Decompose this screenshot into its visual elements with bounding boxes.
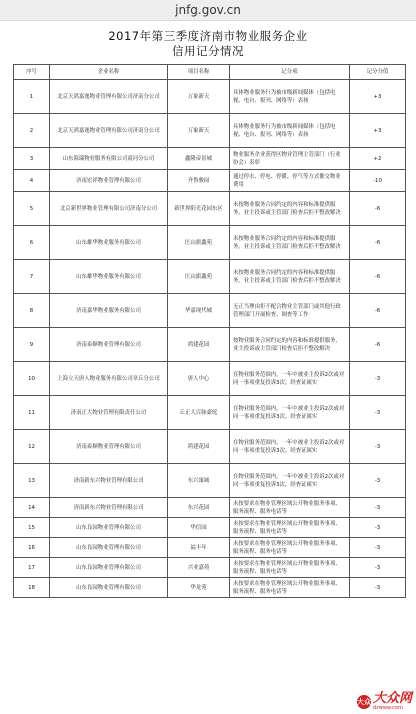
table-row bbox=[14, 362, 406, 396]
cell-score: -3 bbox=[350, 518, 406, 538]
document-title bbox=[0, 29, 416, 59]
cell-score: -6 bbox=[350, 192, 406, 226]
table-row bbox=[14, 294, 406, 328]
cell-project: 丘正大百脉豪庭 bbox=[168, 396, 230, 430]
table-row bbox=[14, 114, 406, 148]
table-row bbox=[14, 464, 406, 498]
cell-item: 未按要求在物业管理区域公开物业服务事项、服务流程、服务电话等 bbox=[230, 538, 350, 558]
cell-company: 北京新世界物业管理有限公司济南分公司 bbox=[50, 192, 168, 226]
header-score: 记分分值 bbox=[350, 65, 406, 80]
cell-no: 12 bbox=[14, 430, 50, 464]
table-row bbox=[14, 558, 406, 578]
table-row bbox=[14, 396, 406, 430]
cell-score: -3 bbox=[350, 362, 406, 396]
title-line-1: 2017年第三季度济南市物业服务企业 bbox=[108, 29, 308, 43]
cell-score: -6 bbox=[350, 260, 406, 294]
table-row bbox=[14, 538, 406, 558]
cell-company: 山东良园物业管理有限公司 bbox=[50, 558, 168, 578]
cell-score: +3 bbox=[350, 80, 406, 114]
dazhong-watermark bbox=[357, 692, 412, 711]
cell-item: 在物业服务范围内，一年中被业主投诉2次或对同一事项重复投诉3次，经查证属实 bbox=[230, 430, 350, 464]
cell-project: 华嘉现代城 bbox=[168, 294, 230, 328]
header-item: 记分项 bbox=[230, 65, 350, 80]
cell-score: -3 bbox=[350, 430, 406, 464]
table-row bbox=[14, 192, 406, 226]
cell-score: -6 bbox=[350, 226, 406, 260]
cell-item: 未按要求在物业管理区域公开物业服务事项、服务流程、服务电话等 bbox=[230, 578, 350, 598]
cell-no: 9 bbox=[14, 328, 50, 362]
cell-project: 齐鲁骏园 bbox=[168, 170, 230, 192]
cell-project: 新世界阳光花园东区 bbox=[168, 192, 230, 226]
cell-project: 东兴花园 bbox=[168, 498, 230, 518]
cell-project: 福丰年 bbox=[168, 538, 230, 558]
cell-no: 18 bbox=[14, 578, 50, 598]
cell-item: 在物业服务范围内，一年中被业主投诉2次或对同一事项重复投诉3次，经查证属实 bbox=[230, 362, 350, 396]
cell-company: 济南新东兴物业管理有限公司 bbox=[50, 498, 168, 518]
header-project: 项目名称 bbox=[168, 65, 230, 80]
header-company: 企业名称 bbox=[50, 65, 168, 80]
cell-item: 具体物业服务行为被市级新闻媒体（包括电视、电台、报刊、网络等）表扬 bbox=[230, 80, 350, 114]
cell-no: 13 bbox=[14, 464, 50, 498]
header-no: 序号 bbox=[14, 65, 50, 80]
cell-company: 山东雄华物业服务有限公司 bbox=[50, 226, 168, 260]
table-row bbox=[14, 148, 406, 170]
watermark-sub: dzwww.com bbox=[372, 705, 403, 711]
cell-item: 未按要求在物业管理区域公开物业服务事项、服务流程、服务电话等 bbox=[230, 518, 350, 538]
cell-item: 在物业服务范围内，一年中被业主投诉2次或对同一事项重复投诉3次，经查证属实 bbox=[230, 396, 350, 430]
table-row bbox=[14, 80, 406, 114]
cell-project: 鑫隆帝景城 bbox=[168, 148, 230, 170]
cell-company: 山东良园物业管理有限公司 bbox=[50, 518, 168, 538]
cell-score: -3 bbox=[350, 498, 406, 518]
cell-no: 6 bbox=[14, 226, 50, 260]
cell-score: +3 bbox=[350, 114, 406, 148]
cell-company: 济南泰顺物业管理有限公司 bbox=[50, 430, 168, 464]
cell-company: 济南泰顺物业管理有限公司 bbox=[50, 328, 168, 362]
cell-item: 按物业服务合同约定的内容和标准提供服务，业主投诉或主管部门检查后拒不整改解决 bbox=[230, 328, 350, 362]
table-row bbox=[14, 226, 406, 260]
cell-project: 万象新天 bbox=[168, 80, 230, 114]
cell-project: 万象新天 bbox=[168, 114, 230, 148]
cell-item: 通过停水、停电、停暖、停气等方式催交物业费用 bbox=[230, 170, 350, 192]
table-row bbox=[14, 430, 406, 464]
table-row bbox=[14, 498, 406, 518]
cell-project: 匡山旗鑫苑 bbox=[168, 226, 230, 260]
cell-project: 东兴寓城 bbox=[168, 464, 230, 498]
cell-score: -10 bbox=[350, 170, 406, 192]
cell-project: 鸿建花园 bbox=[168, 430, 230, 464]
cell-item: 未按物业服务合同约定的内容和标准提供服务，业主投诉或主管部门检查后拒不整改解决 bbox=[230, 226, 350, 260]
cell-company: 济南正大物业管理有限责任公司 bbox=[50, 396, 168, 430]
cell-project: 华信园 bbox=[168, 518, 230, 538]
cell-no: 14 bbox=[14, 498, 50, 518]
cell-company: 北京天鸿嘉逸物业管理有限公司济南分公司 bbox=[50, 80, 168, 114]
cell-no: 2 bbox=[14, 114, 50, 148]
cell-item: 未按要求在物业管理区域公开物业服务事项、服务流程、服务电话等 bbox=[230, 498, 350, 518]
cell-item: 未按物业服务合同约定的内容和标准提供服务，业主投诉或主管部门检查后拒不整改解决 bbox=[230, 260, 350, 294]
cell-company: 济南嘉华物业服务有限公司 bbox=[50, 294, 168, 328]
table-row bbox=[14, 518, 406, 538]
cell-project: 鸿建花园 bbox=[168, 328, 230, 362]
cell-score: -3 bbox=[350, 538, 406, 558]
table-row bbox=[14, 328, 406, 362]
cell-company: 山东良园物业管理有限公司 bbox=[50, 578, 168, 598]
table-row bbox=[14, 170, 406, 192]
url-bar[interactable]: jnfg.gov.cn bbox=[0, 0, 416, 21]
cell-project: 兴业嘉苑 bbox=[168, 558, 230, 578]
cell-no: 7 bbox=[14, 260, 50, 294]
cell-no: 3 bbox=[14, 148, 50, 170]
cell-item: 具体物业服务行为被市级新闻媒体（包括电视、电台、报刊、网络等）表扬 bbox=[230, 114, 350, 148]
cell-company: 山东雄华物业服务有限公司 bbox=[50, 260, 168, 294]
cell-company: 北京天鸿嘉逸物业管理有限公司济南分公司 bbox=[50, 114, 168, 148]
cell-item: 未按物业服务合同约定的内容和标准提供服务，业主投诉或主管部门检查后拒不整改解决 bbox=[230, 192, 350, 226]
cell-no: 8 bbox=[14, 294, 50, 328]
cell-score: -3 bbox=[350, 578, 406, 598]
table-header-row bbox=[14, 65, 406, 80]
cell-project: 华龙苑 bbox=[168, 578, 230, 598]
table-row bbox=[14, 578, 406, 598]
watermark-logo-icon: 大众 bbox=[357, 695, 371, 709]
cell-project: 唐人中心 bbox=[168, 362, 230, 396]
cell-item: 无正当理由拒不配合物业主管部门或其他行政管理部门开展检查、调查等工作 bbox=[230, 294, 350, 328]
cell-no: 15 bbox=[14, 518, 50, 538]
cell-score: +2 bbox=[350, 148, 406, 170]
cell-item: 物业服务企业获得区物业管理主管部门（行业协会）表彰 bbox=[230, 148, 350, 170]
cell-score: -3 bbox=[350, 396, 406, 430]
cell-no: 17 bbox=[14, 558, 50, 578]
cell-no: 4 bbox=[14, 170, 50, 192]
cell-score: -6 bbox=[350, 294, 406, 328]
watermark-text: 大众网 bbox=[372, 691, 412, 706]
cell-score: -6 bbox=[350, 328, 406, 362]
cell-no: 1 bbox=[14, 80, 50, 114]
cell-company: 济南新东兴物业管理有限公司 bbox=[50, 464, 168, 498]
cell-company: 山东海瑞物业服务有限公司商河分公司 bbox=[50, 148, 168, 170]
cell-score: -3 bbox=[350, 558, 406, 578]
cell-no: 10 bbox=[14, 362, 50, 396]
cell-no: 5 bbox=[14, 192, 50, 226]
cell-company: 济南宏祥物业管理有限公司 bbox=[50, 170, 168, 192]
table-row bbox=[14, 260, 406, 294]
cell-score: -3 bbox=[350, 464, 406, 498]
cell-company: 山东良园物业管理有限公司 bbox=[50, 538, 168, 558]
cell-project: 匡山旗鑫苑 bbox=[168, 260, 230, 294]
cell-company: 上海立天唐人物业服务有限公司章丘分公司 bbox=[50, 362, 168, 396]
title-line-2: 信用记分情况 bbox=[172, 44, 244, 58]
cell-no: 11 bbox=[14, 396, 50, 430]
credit-score-table bbox=[13, 64, 406, 598]
cell-no: 16 bbox=[14, 538, 50, 558]
cell-item: 在物业服务范围内，一年中被业主投诉2次或对同一事项重复投诉3次，经查证属实 bbox=[230, 464, 350, 498]
cell-item: 未按要求在物业管理区域公开物业服务事项、服务流程、服务电话等 bbox=[230, 558, 350, 578]
